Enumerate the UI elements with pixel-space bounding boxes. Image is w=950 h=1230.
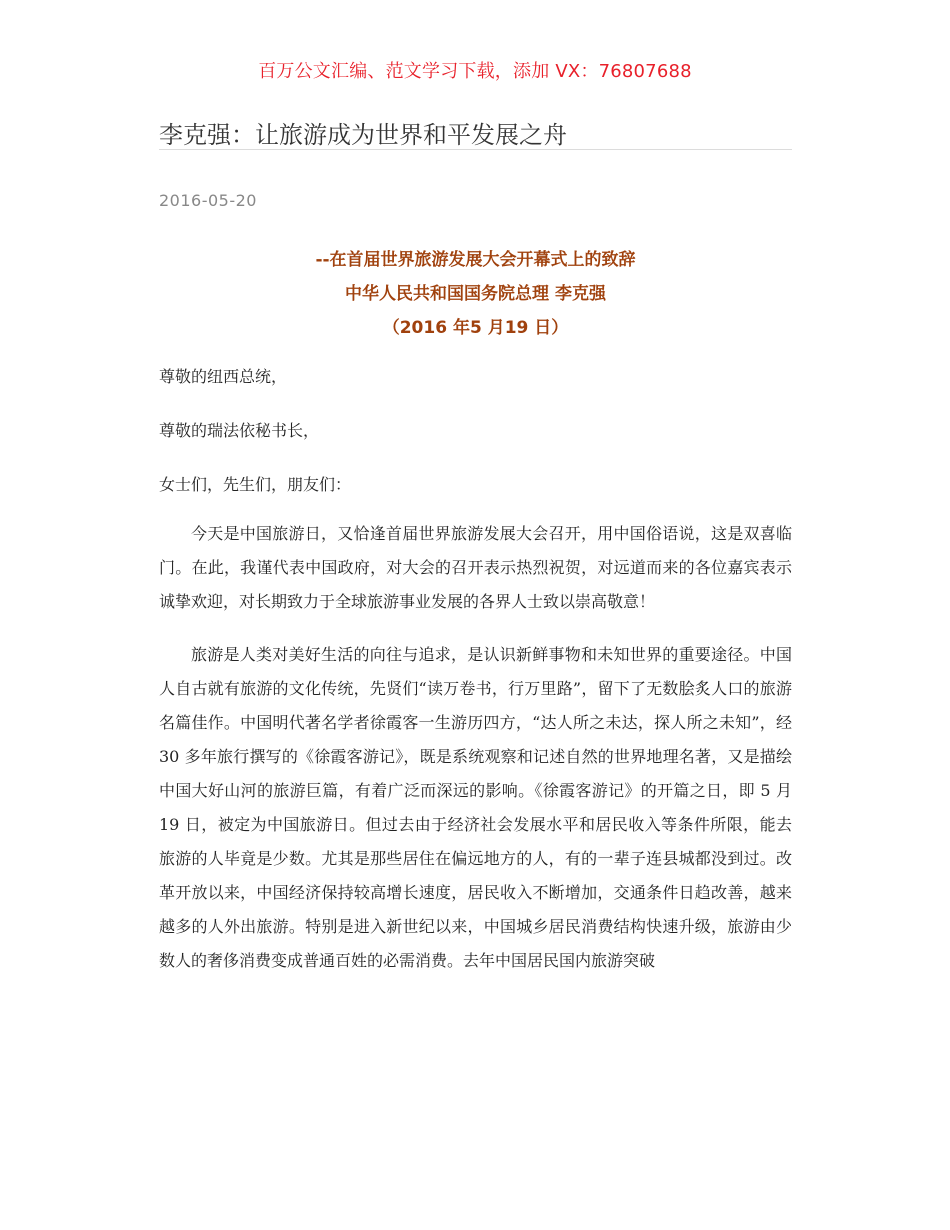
salutation-list — [159, 365, 792, 527]
body-paragraph: 旅游是人类对美好生活的向往与追求，是认识新鲜事物和未知世界的重要途径。中国人自古就有旅游的文化传统，先贤们“读万卷书，行万里路”，留下了无数脍炙人口的旅游名篇佳作。中国明代著名学者徐霞客一生游历四方，“达人所之未达，探人所之未知”，经 30 多年旅行撰写的《徐霞客游记》，既是系统观察和记述自然的世界地理名著，又是描绘中国大好山河的旅游巨篇，有着广泛而深远的影响。《徐霞客游记》的开篇之日，即 5 月 19 日，被定为中国旅游日。但过去由于经济社会发展水平和居民收入等条件所限，能去旅游的人毕竟是少数。尤其是那些居住在偏远地方的人，有的一辈子连县城都没到过。改革开放以来，中国经济保持较高增长速度，居民收入不断增加，交通条件日趋改善，越来越多的人外出旅游。特别是进入新世纪以来，中国城乡居民消费结构快速升级，旅游由少数人的奢侈消费变成普通百姓的必需消费。去年中国居民国内旅游突破 — [159, 645, 792, 970]
speech-subtitle: --在首届世界旅游发展大会开幕式上的致辞 — [315, 250, 636, 270]
title-divider — [159, 149, 792, 150]
publish-date: 2016-05-20 — [159, 191, 257, 210]
article-title: 李克强：让旅游成为世界和平发展之舟 — [159, 121, 567, 149]
speaker-line: 中华人民共和国国务院总理 李克强 — [345, 284, 606, 304]
salutation-line: 尊敬的纽西总统， — [159, 367, 288, 386]
speech-header — [159, 243, 792, 345]
speech-date: （2016 年5 月19 日） — [382, 318, 569, 338]
body-paragraph: 今天是中国旅游日，又恰逢首届世界旅游发展大会召开，用中国俗语说，这是双喜临门。在此，我谨代表中国政府，对大会的召开表示热烈祝贺，对远道而来的各位嘉宾表示诚挚欢迎，对长期致力于全球旅游事业发展的各界人士致以崇高敬意！ — [159, 524, 792, 611]
salutation-line: 尊敬的瑞法依秘书长， — [159, 421, 320, 440]
salutation-line: 女士们，先生们，朋友们： — [159, 475, 352, 494]
watermark-banner: 百万公文汇编、范文学习下载，添加 VX：76807688 — [258, 61, 692, 82]
article-body — [159, 517, 792, 997]
